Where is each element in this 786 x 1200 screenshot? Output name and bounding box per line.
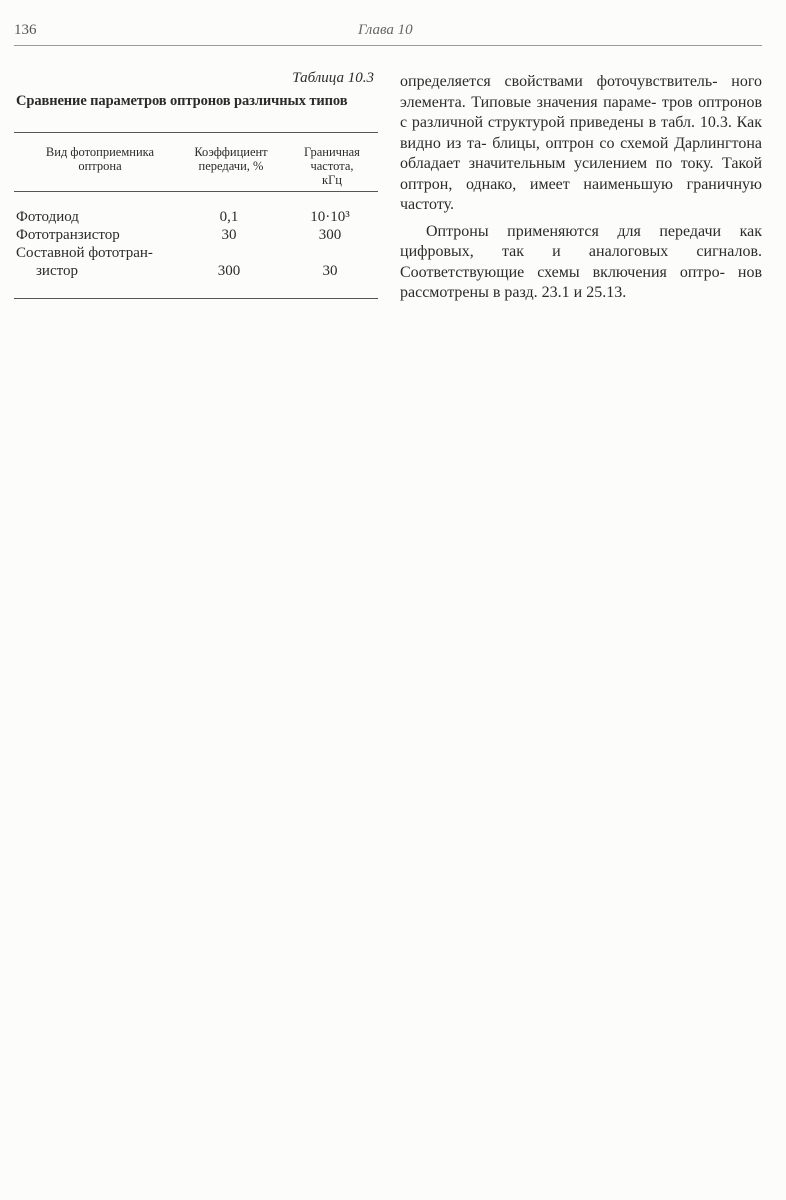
row-gain: 30 (221, 227, 237, 243)
table-body (14, 192, 378, 298)
table-title: Сравнение параметров оптронов различных типов (16, 93, 348, 109)
header-rule (14, 45, 762, 46)
chapter-title: Глава 10 (358, 22, 413, 38)
page-number: 136 (14, 22, 37, 38)
row-name: Составной фототран- (16, 245, 153, 261)
row-name: Фотодиод (16, 209, 79, 225)
table-section (14, 70, 378, 299)
row-gain: 300 (217, 263, 241, 279)
row-name-continued: зистор (36, 263, 78, 279)
table-bottom-rule (14, 298, 378, 299)
row-frequency: 10·10³ (310, 209, 350, 225)
paragraph-1: определяется свойствами фоточувствитель- ного элемента. Типовые значения параме- тров оптронов с различной структурой приведены в табл. 10.3. Как видно из та- блицы, оптрон со схемой Дарлингтона обладает значительным усилением по току. Такой оптрон, однако, имеет наименьшую граничную частоту. (400, 73, 763, 213)
row-name: Фототранзистор (16, 227, 120, 243)
body-text (400, 72, 762, 304)
table-header (14, 133, 378, 191)
table-row (14, 226, 378, 244)
paragraph-2: Оптроны применяются для передачи как цифровых, так и аналоговых сигналов. Соответствующие схемы включения оптро- нов рассмотрены в разд. 23.1 и 25.13. (400, 222, 763, 301)
row-frequency: 300 (318, 227, 342, 243)
table-row (14, 208, 378, 226)
column-header-detector-type: Вид фотоприемника оптрона (45, 145, 155, 173)
table-row (14, 244, 378, 262)
page-header (14, 22, 762, 46)
row-gain: 0,1 (219, 209, 239, 225)
column-header-cutoff-frequency: Граничная частота, кГц (304, 145, 360, 187)
column-header-transfer-ratio: Коэффициент передачи, % (194, 145, 268, 173)
table-row-continuation (14, 262, 378, 280)
table-label: Таблица 10.3 (292, 70, 374, 86)
row-frequency: 30 (322, 263, 338, 279)
